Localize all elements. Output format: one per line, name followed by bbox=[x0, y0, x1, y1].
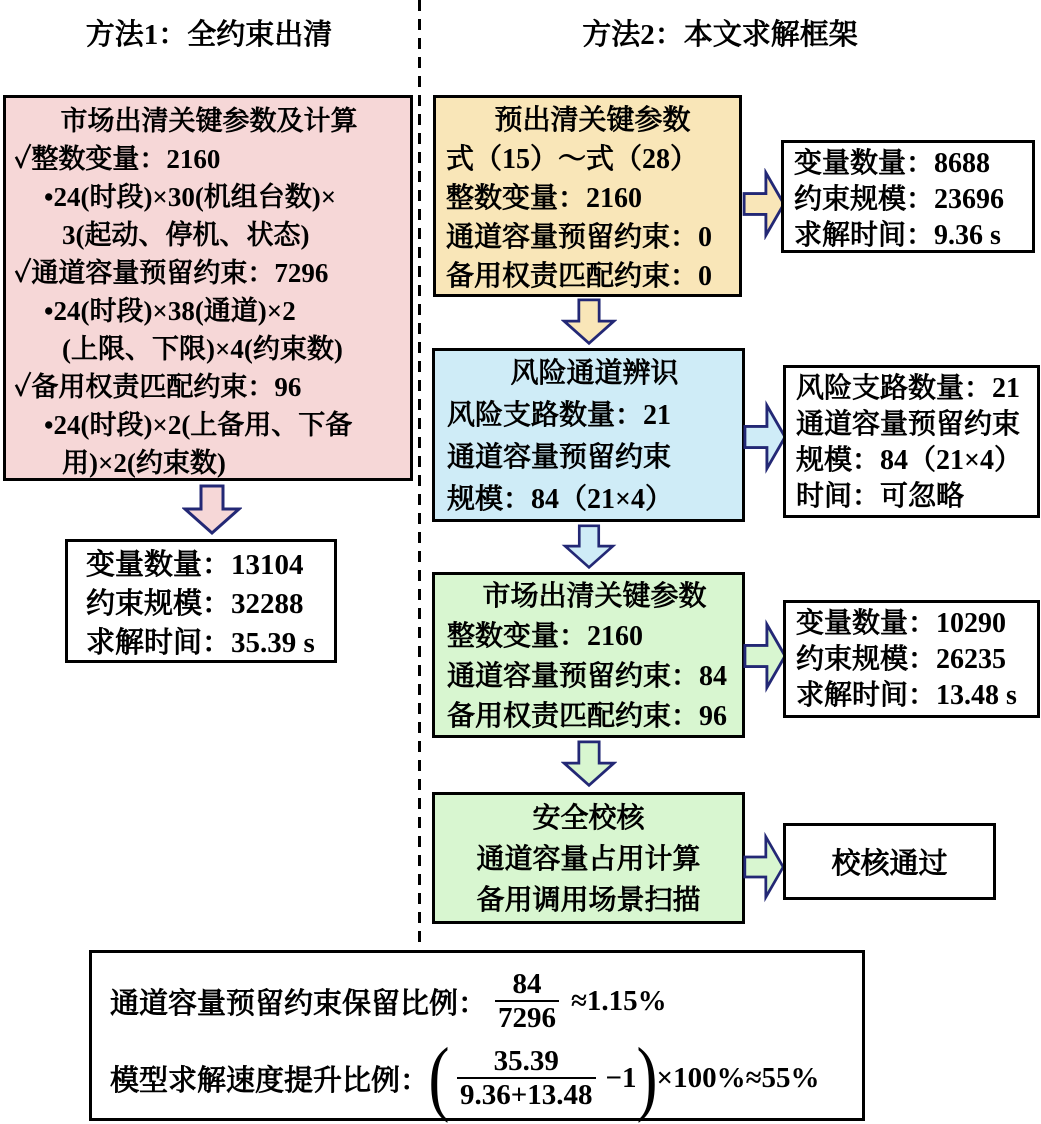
arrow-down-icon bbox=[561, 524, 617, 570]
result-line: 变量数量：13104 bbox=[86, 549, 304, 581]
speedup-ratio-formula bbox=[110, 1031, 820, 1124]
result-line: 规模：84（21×4） bbox=[796, 445, 1022, 476]
formula-result: ×100%≈55% bbox=[656, 1061, 820, 1094]
fraction: $\frac{84}{7296}$ bbox=[495, 968, 559, 1035]
param-line: 用)×2(约束数) bbox=[62, 448, 226, 478]
result-line: 时间：可忽略 bbox=[796, 481, 965, 512]
result-line: 求解时间：9.36 s bbox=[794, 220, 1001, 251]
method2-title: 方法2：本文求解框架 bbox=[582, 19, 858, 51]
result-line: 求解时间：35.39 s bbox=[86, 627, 315, 659]
param-line: 3(起动、停机、状态) bbox=[62, 220, 310, 250]
pre-line: 备用权责匹配约束：0 bbox=[446, 261, 713, 292]
box-title: 安全校核 bbox=[532, 803, 645, 834]
clear-line: 备用权责匹配约束：96 bbox=[447, 701, 728, 732]
result-line: 约束规模：26235 bbox=[796, 644, 1007, 675]
risk-result-box bbox=[783, 365, 1040, 518]
arrow-right-icon bbox=[743, 830, 785, 904]
retention-ratio-formula bbox=[110, 965, 667, 1037]
security-line: 备用调用场景扫描 bbox=[476, 885, 701, 916]
box-title: 市场出清关键参数及计算 bbox=[60, 106, 358, 136]
param-line: ✓整数变量：2160 bbox=[14, 144, 221, 174]
risk-line: 风险支路数量：21 bbox=[447, 400, 672, 431]
result-line: 约束规模：32288 bbox=[86, 588, 304, 620]
fraction: $\frac{35.39}{9.36+13.48}$ bbox=[457, 1045, 596, 1112]
result-line: 通道容量预留约束 bbox=[796, 409, 1021, 440]
left-paren: ( bbox=[428, 1031, 450, 1124]
arrow-right-icon bbox=[743, 618, 787, 694]
box-title: 市场出清关键参数 bbox=[482, 581, 707, 612]
formula-label: 模型求解速度提升比例： bbox=[110, 1064, 430, 1097]
risk-line: 规模：84（21×4） bbox=[447, 484, 673, 515]
market-clearing-param-box bbox=[3, 95, 413, 481]
security-check-box bbox=[432, 792, 745, 924]
result-line: 约束规模：23696 bbox=[794, 184, 1005, 215]
dashed-divider bbox=[418, 0, 421, 950]
result-line: 风险支路数量：21 bbox=[796, 373, 1021, 404]
formula-label: 通道容量预留约束保留比例： bbox=[110, 987, 488, 1020]
arrow-down-icon bbox=[561, 740, 617, 788]
clear-line: 整数变量：2160 bbox=[447, 621, 644, 652]
arrow-down-icon bbox=[561, 298, 617, 346]
arrow-down-icon bbox=[182, 484, 242, 536]
method1-result-box bbox=[65, 539, 337, 663]
risk-channel-box bbox=[432, 348, 745, 522]
minus-one: −1 bbox=[605, 1061, 637, 1094]
market-clearing-result-box bbox=[783, 600, 1040, 718]
box-title: 风险通道辨识 bbox=[510, 358, 679, 389]
pre-clearing-box bbox=[433, 95, 742, 297]
result-line: 变量数量：8688 bbox=[794, 148, 991, 179]
arrow-right-icon bbox=[743, 400, 787, 474]
right-paren: ) bbox=[636, 1031, 658, 1124]
pre-line: 通道容量预留约束：0 bbox=[446, 222, 713, 253]
check-passed-label: 校核通过 bbox=[831, 848, 948, 880]
param-line: •24(时段)×2(上备用、下备 bbox=[44, 410, 353, 440]
summary-formula-box bbox=[89, 950, 865, 1124]
param-line: (上限、下限)×4(约束数) bbox=[62, 334, 343, 364]
result-line: 变量数量：10290 bbox=[796, 608, 1007, 639]
result-line: 求解时间：13.48 s bbox=[796, 680, 1017, 711]
param-line: ✓备用权责匹配约束：96 bbox=[14, 372, 302, 402]
param-line: ✓通道容量预留约束：7296 bbox=[14, 258, 329, 288]
pre-line: 式（15）～式（28） bbox=[446, 144, 699, 175]
box-title: 预出清关键参数 bbox=[494, 105, 691, 136]
clear-line: 通道容量预留约束：84 bbox=[447, 661, 728, 692]
pre-clearing-result-box bbox=[781, 140, 1035, 253]
param-line: •24(时段)×38(通道)×2 bbox=[44, 296, 296, 326]
risk-line: 通道容量预留约束 bbox=[447, 442, 672, 473]
param-line: •24(时段)×30(机组台数)× bbox=[44, 182, 337, 212]
security-line: 通道容量占用计算 bbox=[476, 844, 701, 875]
formula-result: ≈1.15% bbox=[571, 984, 667, 1017]
pre-line: 整数变量：2160 bbox=[446, 183, 643, 214]
check-passed-box bbox=[783, 823, 996, 900]
market-clearing-box bbox=[432, 572, 745, 738]
method1-title: 方法1：全约束出清 bbox=[85, 19, 333, 51]
